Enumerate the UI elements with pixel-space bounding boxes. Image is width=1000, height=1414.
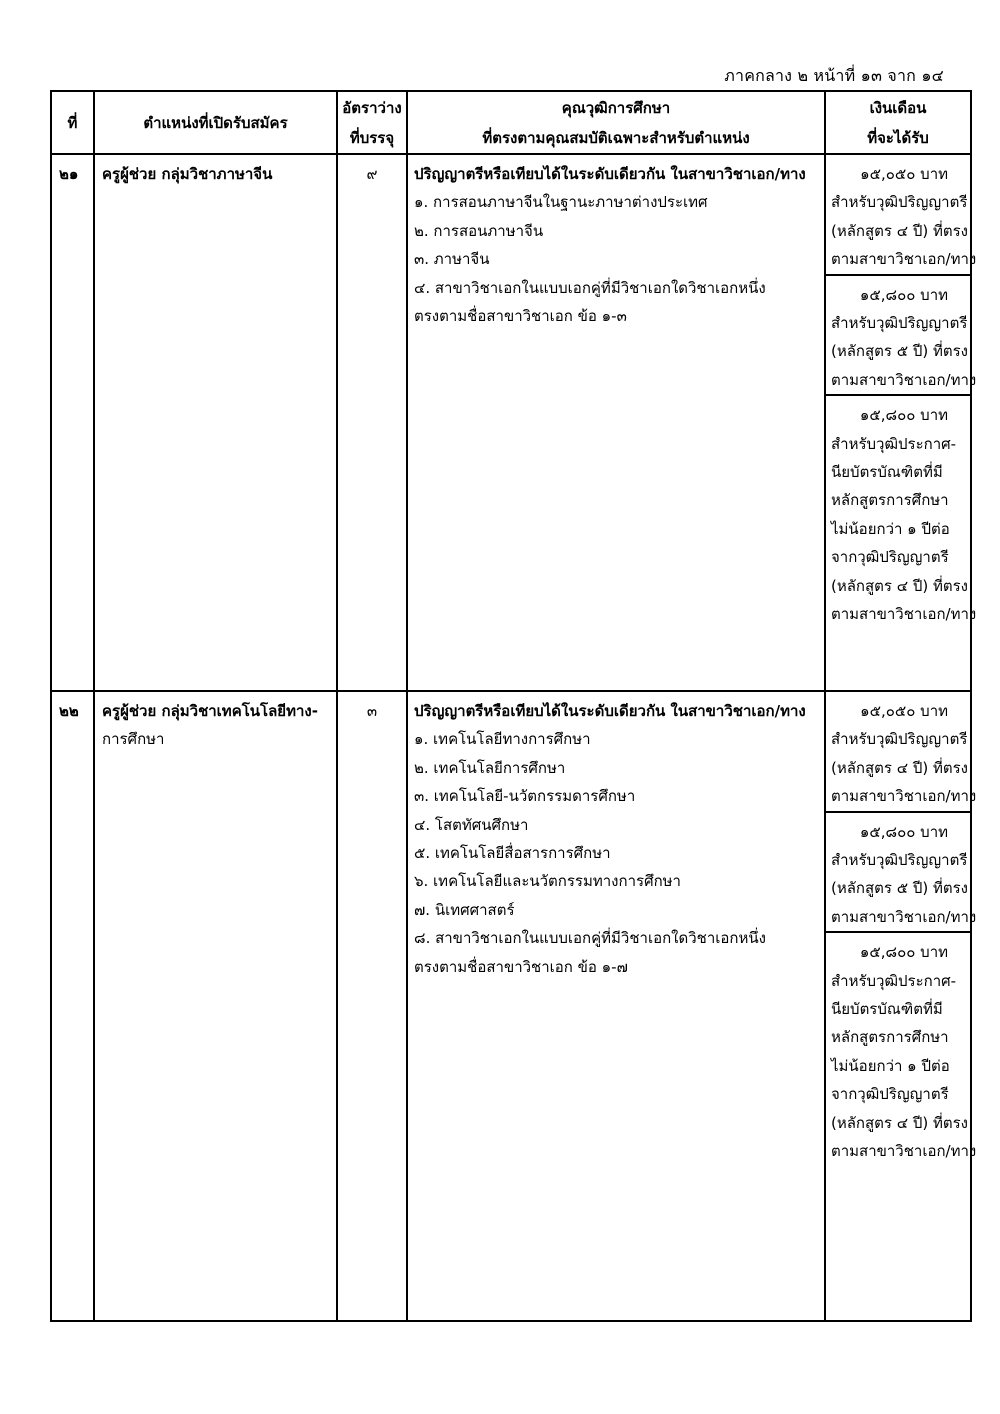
header-salary	[825, 91, 971, 154]
qualification-cell	[407, 691, 825, 1321]
qualification-item: ๖. เทคโนโลยีและนวัตกรรมทางการศึกษา	[414, 872, 681, 891]
salary-option	[826, 813, 977, 934]
header-rate	[337, 91, 407, 154]
qualification-item: ตรงตามชื่อสาขาวิชาเอก ข้อ ๑-๓	[414, 307, 627, 326]
salary-condition-line: ตามสาขาวิชาเอก/ทาง	[831, 1142, 977, 1161]
salary-condition-line: สำหรับวุฒิประกาศ-	[831, 971, 957, 990]
salary-option	[826, 396, 977, 628]
qualification-item: ๑. การสอนภาษาจีนในฐานะภาษาต่างประเทศ	[414, 193, 708, 212]
header-rate-line2: ที่บรรจุ	[349, 128, 395, 147]
header-qualification-line2: ที่ตรงตามคุณสมบัติเฉพาะสำหรับตำแหน่ง	[482, 128, 750, 147]
salary-condition-line: หลักสูตรการศึกษา	[831, 1028, 949, 1047]
salary-cell	[825, 154, 977, 691]
row-number: ๒๑	[51, 154, 94, 691]
salary-option	[826, 155, 977, 276]
salary-amount: ๑๕,๐๕๐ บาท	[860, 165, 948, 183]
qualification-item: ๕. เทคโนโลยีสื่อสารการศึกษา	[414, 844, 611, 863]
salary-condition-line: สำหรับวุฒิปริญญาตรี	[831, 730, 968, 749]
header-qualification-line1: คุณวุฒิการศึกษา	[561, 98, 671, 117]
header-position: ตำแหน่งที่เปิดรับสมัคร	[94, 91, 337, 154]
qualification-item: ๒. เทคโนโลยีการศึกษา	[414, 758, 566, 777]
header-qualification	[407, 91, 825, 154]
salary-option	[826, 692, 977, 813]
salary-condition-line: ตามสาขาวิชาเอก/ทาง	[831, 250, 977, 269]
salary-condition-line: จากวุฒิปริญญาตรี	[831, 1085, 949, 1104]
salary-condition-line: หลักสูตรการศึกษา	[831, 491, 949, 510]
qualification-item: ๗. นิเทศศาสตร์	[414, 900, 515, 919]
qualification-item: ๔. สาขาวิชาเอกในแบบเอกคู่ที่มีวิชาเอกใดวิชาเอกหนึ่ง	[414, 278, 766, 297]
salary-condition-line: สำหรับวุฒิปริญญาตรี	[831, 314, 968, 333]
table-row	[51, 154, 971, 691]
header-salary-line2: ที่จะได้รับ	[867, 128, 929, 147]
vacancy-count: ๓	[337, 691, 407, 1321]
salary-condition-line: (หลักสูตร ๔ ปี) ที่ตรง	[831, 221, 969, 240]
salary-condition-line: ตามสาขาวิชาเอก/ทาง	[831, 370, 977, 389]
salary-condition-line: สำหรับวุฒิปริญญาตรี	[831, 851, 968, 870]
salary-condition-line: (หลักสูตร ๕ ปี) ที่ตรง	[831, 879, 969, 898]
qualification-heading: ปริญญาตรีหรือเทียบได้ในระดับเดียวกัน ในสาขาวิชาเอก/ทาง	[414, 165, 806, 183]
salary-condition-line: จากวุฒิปริญญาตรี	[831, 548, 949, 567]
salary-condition-line: (หลักสูตร ๔ ปี) ที่ตรง	[831, 576, 969, 595]
salary-condition-line: นียบัตรบัณฑิตที่มี	[831, 1000, 943, 1019]
salary-condition-line: นียบัตรบัณฑิตที่มี	[831, 463, 943, 482]
salary-condition-line: สำหรับวุฒิประกาศ-	[831, 434, 957, 453]
salary-option	[826, 933, 977, 1165]
position-line: ครูผู้ช่วย กลุ่มวิชาเทคโนโลยีทาง-	[102, 702, 318, 720]
position-title	[94, 691, 337, 1321]
salary-condition-line: ตามสาขาวิชาเอก/ทาง	[831, 605, 977, 624]
position-line: ครูผู้ช่วย กลุ่มวิชาภาษาจีน	[102, 165, 273, 183]
salary-condition-line: (หลักสูตร ๔ ปี) ที่ตรง	[831, 1113, 969, 1132]
salary-amount: ๑๕,๐๕๐ บาท	[860, 702, 948, 720]
page-header: ภาคกลาง ๒ หน้าที่ ๑๓ จาก ๑๔	[724, 66, 944, 85]
salary-condition-line: (หลักสูตร ๕ ปี) ที่ตรง	[831, 342, 969, 361]
salary-amount: ๑๕,๘๐๐ บาท	[859, 285, 948, 304]
salary-condition-line: ไม่น้อยกว่า ๑ ปีต่อ	[831, 519, 950, 538]
qualification-item: ๑. เทคโนโลยีทางการศึกษา	[414, 730, 591, 749]
salary-option	[826, 276, 977, 397]
qualification-item: ๓. เทคโนโลยี-นวัตกรรมดารศึกษา	[414, 787, 636, 806]
salary-cell	[825, 691, 977, 1321]
salary-condition-line: ตามสาขาวิชาเอก/ทาง	[831, 907, 977, 926]
header-rate-line1: อัตราว่าง	[342, 98, 402, 117]
qualification-item: ๔. โสตทัศนศึกษา	[414, 815, 529, 834]
salary-condition-line: สำหรับวุฒิปริญญาตรี	[831, 193, 968, 212]
header-no: ที่	[51, 91, 94, 154]
salary-amount: ๑๕,๘๐๐ บาท	[859, 406, 948, 425]
table-header-row	[51, 91, 971, 154]
position-title	[94, 154, 337, 691]
qualification-item: ๒. การสอนภาษาจีน	[414, 221, 544, 240]
salary-condition-line: (หลักสูตร ๔ ปี) ที่ตรง	[831, 758, 969, 777]
header-salary-line1: เงินเดือน	[869, 98, 927, 117]
row-number: ๒๒	[51, 691, 94, 1321]
qualification-cell	[407, 154, 825, 691]
salary-amount: ๑๕,๘๐๐ บาท	[859, 943, 948, 962]
qualification-item: ๘. สาขาวิชาเอกในแบบเอกคู่ที่มีวิชาเอกใดวิชาเอกหนึ่ง	[414, 929, 766, 948]
salary-condition-line: ไม่น้อยกว่า ๑ ปีต่อ	[831, 1056, 950, 1075]
qualification-item: ตรงตามชื่อสาขาวิชาเอก ข้อ ๑-๗	[414, 957, 628, 976]
qualification-item: ๓. ภาษาจีน	[414, 250, 490, 269]
salary-amount: ๑๕,๘๐๐ บาท	[859, 822, 948, 841]
table-row	[51, 691, 971, 1321]
qualification-heading: ปริญญาตรีหรือเทียบได้ในระดับเดียวกัน ในสาขาวิชาเอก/ทาง	[414, 702, 806, 720]
positions-table	[50, 90, 977, 1322]
salary-condition-line: ตามสาขาวิชาเอก/ทาง	[831, 787, 977, 806]
vacancy-count: ๙	[337, 154, 407, 691]
position-line: การศึกษา	[102, 730, 165, 749]
